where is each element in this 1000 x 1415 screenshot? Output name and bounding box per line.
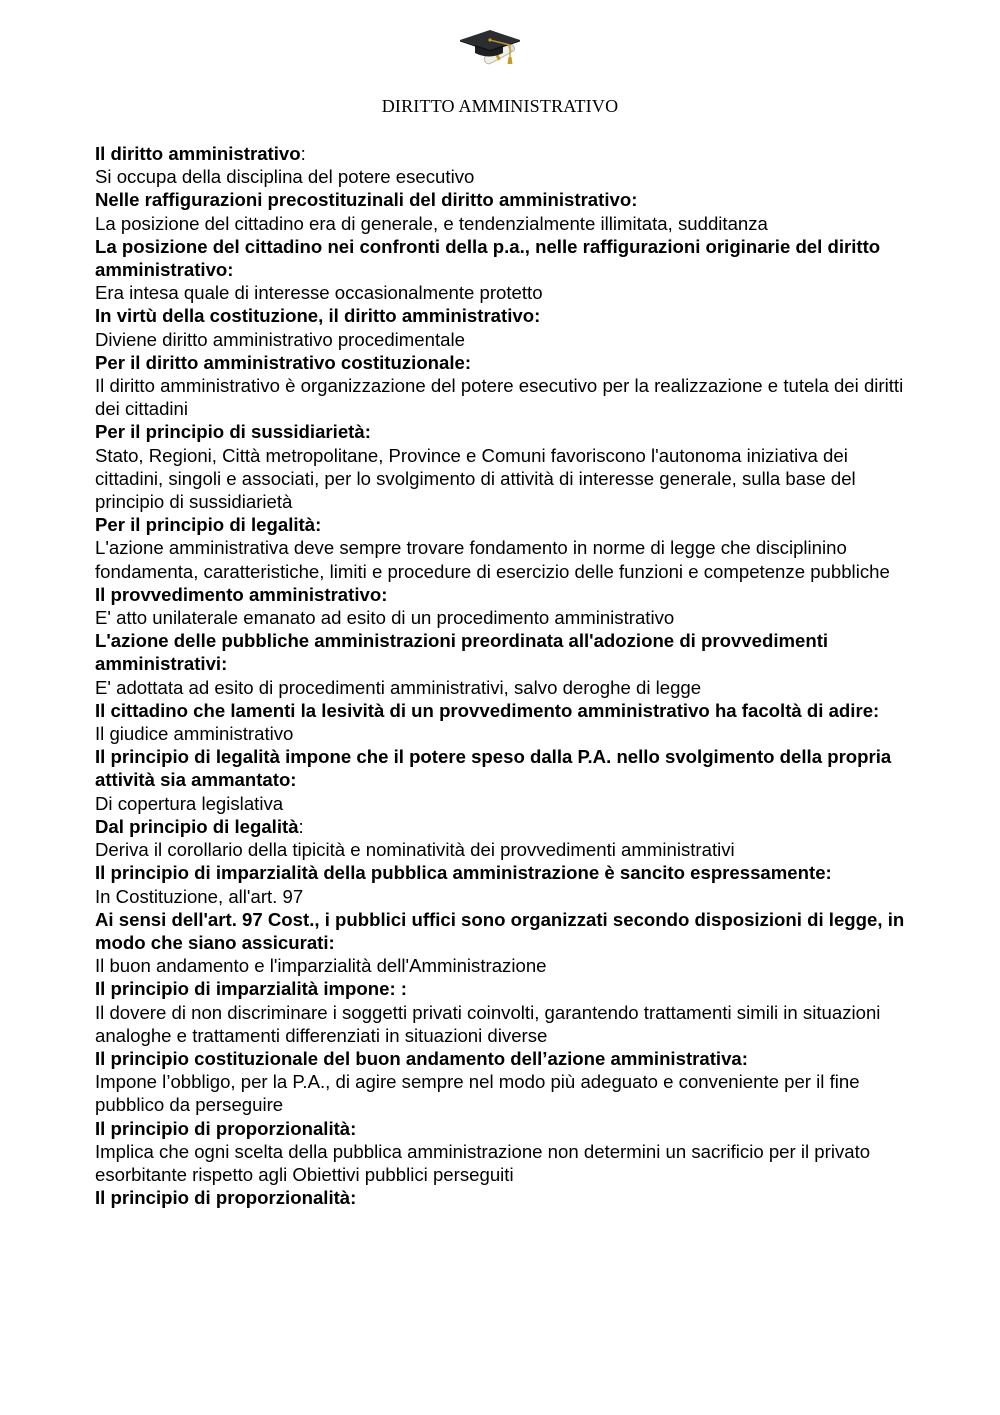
answer-text: Deriva il corollario della tipicità e nominatività dei provvedimenti amministrativi <box>95 839 735 861</box>
question-heading <box>95 1047 915 1070</box>
qa-entry <box>95 513 915 583</box>
question-text: Il principio di proporzionalità: <box>95 1117 357 1139</box>
qa-entry <box>95 235 915 305</box>
answer-text: Il giudice amministrativo <box>95 723 294 745</box>
qa-entry <box>95 861 915 907</box>
question-text: Dal principio di legalità <box>95 815 299 837</box>
qa-entry <box>95 583 915 629</box>
question-text: Il principio di imparzialità impone: : <box>95 978 407 1000</box>
qa-entry <box>95 815 915 861</box>
qa-entry <box>95 629 915 699</box>
question-heading <box>95 235 915 281</box>
question-suffix: : <box>300 143 306 164</box>
qa-entry <box>95 1186 915 1209</box>
question-text: Ai sensi dell'art. 97 Cost., i pubblici uffici sono organizzati secondo disposizioni di legge, in modo che siano assicurati: <box>95 908 905 953</box>
answer-text: La posizione del cittadino era di generale, e tendenzialmente illimitata, sudditanza <box>95 212 768 234</box>
question-heading <box>95 1186 915 1209</box>
question-text: Il diritto amministrativo <box>95 143 301 164</box>
question-heading <box>95 908 915 954</box>
answer-text: Stato, Regioni, Città metropolitane, Province e Comuni favoriscono l'autonoma iniziativa dei cittadini, singoli e associati, per lo svolgimento di attività di interesse generale, sulla base del principio di sussidiarietà <box>95 444 856 513</box>
question-heading <box>95 1117 915 1140</box>
question-suffix: : <box>298 815 304 837</box>
question-text: Per il principio di sussidiarietà: <box>95 421 371 443</box>
question-heading <box>95 861 915 884</box>
question-text: L'azione delle pubbliche amministrazioni preordinata all'adozione di provvedimenti amministrativi: <box>95 630 829 675</box>
answer-text: Il dovere di non discriminare i soggetti privati coinvolti, garantendo trattamenti simili in situazioni analoghe e trattamenti differenziati in situazioni diverse <box>95 1001 881 1046</box>
answer-text: E' adottata ad esito di procedimenti amministrativi, salvo deroghe di legge <box>95 676 702 698</box>
answer-text: Diviene diritto amministrativo procedimentale <box>95 328 465 350</box>
question-heading <box>95 583 915 606</box>
qa-entry <box>95 908 915 978</box>
question-heading <box>95 745 915 791</box>
answer-text: Era intesa quale di interesse occasionalmente protetto <box>95 282 543 304</box>
qa-entry <box>95 188 915 234</box>
question-heading <box>95 513 915 536</box>
graduation-cap-with-diploma-icon <box>458 26 522 72</box>
qa-entry <box>95 699 915 745</box>
question-heading <box>95 351 915 374</box>
question-text: Il provvedimento amministrativo: <box>95 583 388 605</box>
question-text: Per il diritto amministrativo costituzionale: <box>95 351 472 373</box>
question-heading <box>95 304 915 327</box>
question-text: Il principio di imparzialità della pubblica amministrazione è sancito espressamente: <box>95 862 832 884</box>
question-heading <box>95 420 915 443</box>
answer-text: Il buon andamento e l'imparzialità dell'Amministrazione <box>95 955 547 977</box>
answer-text: Implica che ogni scelta della pubblica amministrazione non determini un sacrificio per il privato esorbitante rispetto agli Obiettivi pubblici perseguiti <box>95 1140 871 1185</box>
answer-text: L'azione amministrativa deve sempre trovare fondamento in norme di legge che disciplinino fondamenta, caratteristiche, limiti e procedure di esercizio delle funzioni e competenze pubbliche <box>95 537 890 582</box>
question-text: La posizione del cittadino nei confronti della p.a., nelle raffigurazioni originarie del diritto amministrativo: <box>95 235 881 281</box>
question-text: Per il principio di legalità: <box>95 514 322 536</box>
question-text: Il principio di legalità impone che il potere speso dalla P.A. nello svolgimento della propria attività sia ammantato: <box>95 746 892 791</box>
qa-entry <box>95 1047 915 1117</box>
document-title: DIRITTO AMMINISTRATIVO <box>381 96 619 116</box>
qa-entry <box>95 420 915 513</box>
qa-entry <box>95 1117 915 1187</box>
question-heading <box>95 699 915 722</box>
question-text: Nelle raffigurazioni precostituzinali del diritto amministrativo: <box>95 189 638 211</box>
qa-entry <box>95 304 915 350</box>
answer-text: In Costituzione, all'art. 97 <box>95 885 304 907</box>
answer-text: Impone l’obbligo, per la P.A., di agire sempre nel modo più adeguato e conveniente per il fine pubblico da perseguire <box>95 1071 860 1116</box>
answer-text: Di copertura legislativa <box>95 792 284 814</box>
question-text: Il principio di proporzionalità: <box>95 1187 357 1209</box>
qa-entry <box>95 142 915 188</box>
qa-entry <box>95 977 915 1047</box>
question-text: Il principio costituzionale del buon andamento dell’azione amministrativa: <box>95 1047 748 1069</box>
question-heading <box>95 142 915 165</box>
question-heading <box>95 815 915 838</box>
answer-text: Si occupa della disciplina del potere esecutivo <box>95 166 475 188</box>
document-body <box>95 142 915 1209</box>
qa-entry <box>95 351 915 421</box>
question-text: In virtù della costituzione, il diritto amministrativo: <box>95 305 541 327</box>
answer-text: Il diritto amministrativo è organizzazione del potere esecutivo per la realizzazione e tutela dei diritti dei cittadini <box>95 375 904 420</box>
question-heading <box>95 977 915 1000</box>
question-heading <box>95 629 915 675</box>
question-text: Il cittadino che lamenti la lesività di un provvedimento amministrativo ha facoltà di adire: <box>95 699 880 721</box>
question-heading <box>95 188 915 211</box>
qa-entry <box>95 745 915 815</box>
answer-text: E' atto unilaterale emanato ad esito di un procedimento amministrativo <box>95 607 675 629</box>
